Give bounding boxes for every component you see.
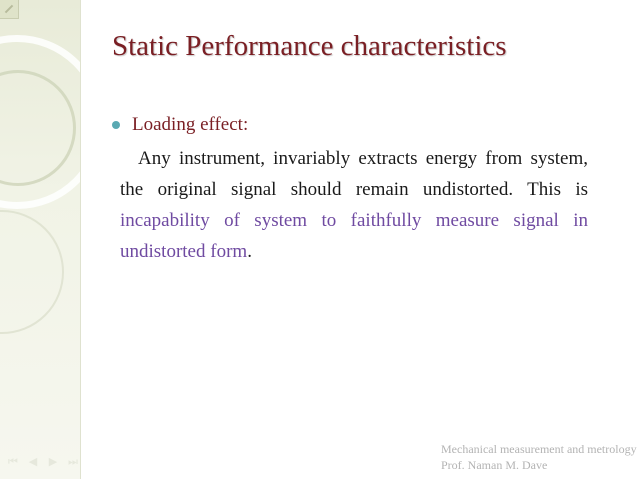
bullet-icon — [112, 121, 120, 129]
decorative-ring — [0, 210, 64, 334]
bullet-label: Loading effect: — [132, 114, 249, 135]
next-slide-icon[interactable]: ▶ — [48, 455, 58, 468]
bullet-item — [112, 114, 248, 136]
footer-course: Mechanical measurement and metrology — [441, 442, 637, 456]
footer-author: Prof. Naman M. Dave — [441, 458, 548, 472]
body-paragraph — [120, 143, 588, 267]
previous-slide-icon[interactable]: ◀ — [28, 455, 38, 468]
body-text-highlight: incapability of system to faithfully measure signal in undistorted form — [120, 210, 588, 262]
last-slide-icon[interactable]: ⏭ — [68, 455, 78, 468]
slide-footer — [441, 441, 637, 473]
corner-tab-icon — [0, 0, 19, 19]
slide-navigation — [6, 456, 80, 468]
body-text-plain: Any instrument, invariably extracts energy from system, the original signal should remain undistorted. This is — [120, 148, 588, 200]
decorative-side-panel — [0, 0, 80, 479]
panel-divider — [80, 0, 81, 479]
first-slide-icon[interactable]: ⏮ — [8, 455, 18, 468]
body-text-end: . — [247, 241, 252, 262]
slide-title: Static Performance characteristics — [112, 30, 507, 62]
